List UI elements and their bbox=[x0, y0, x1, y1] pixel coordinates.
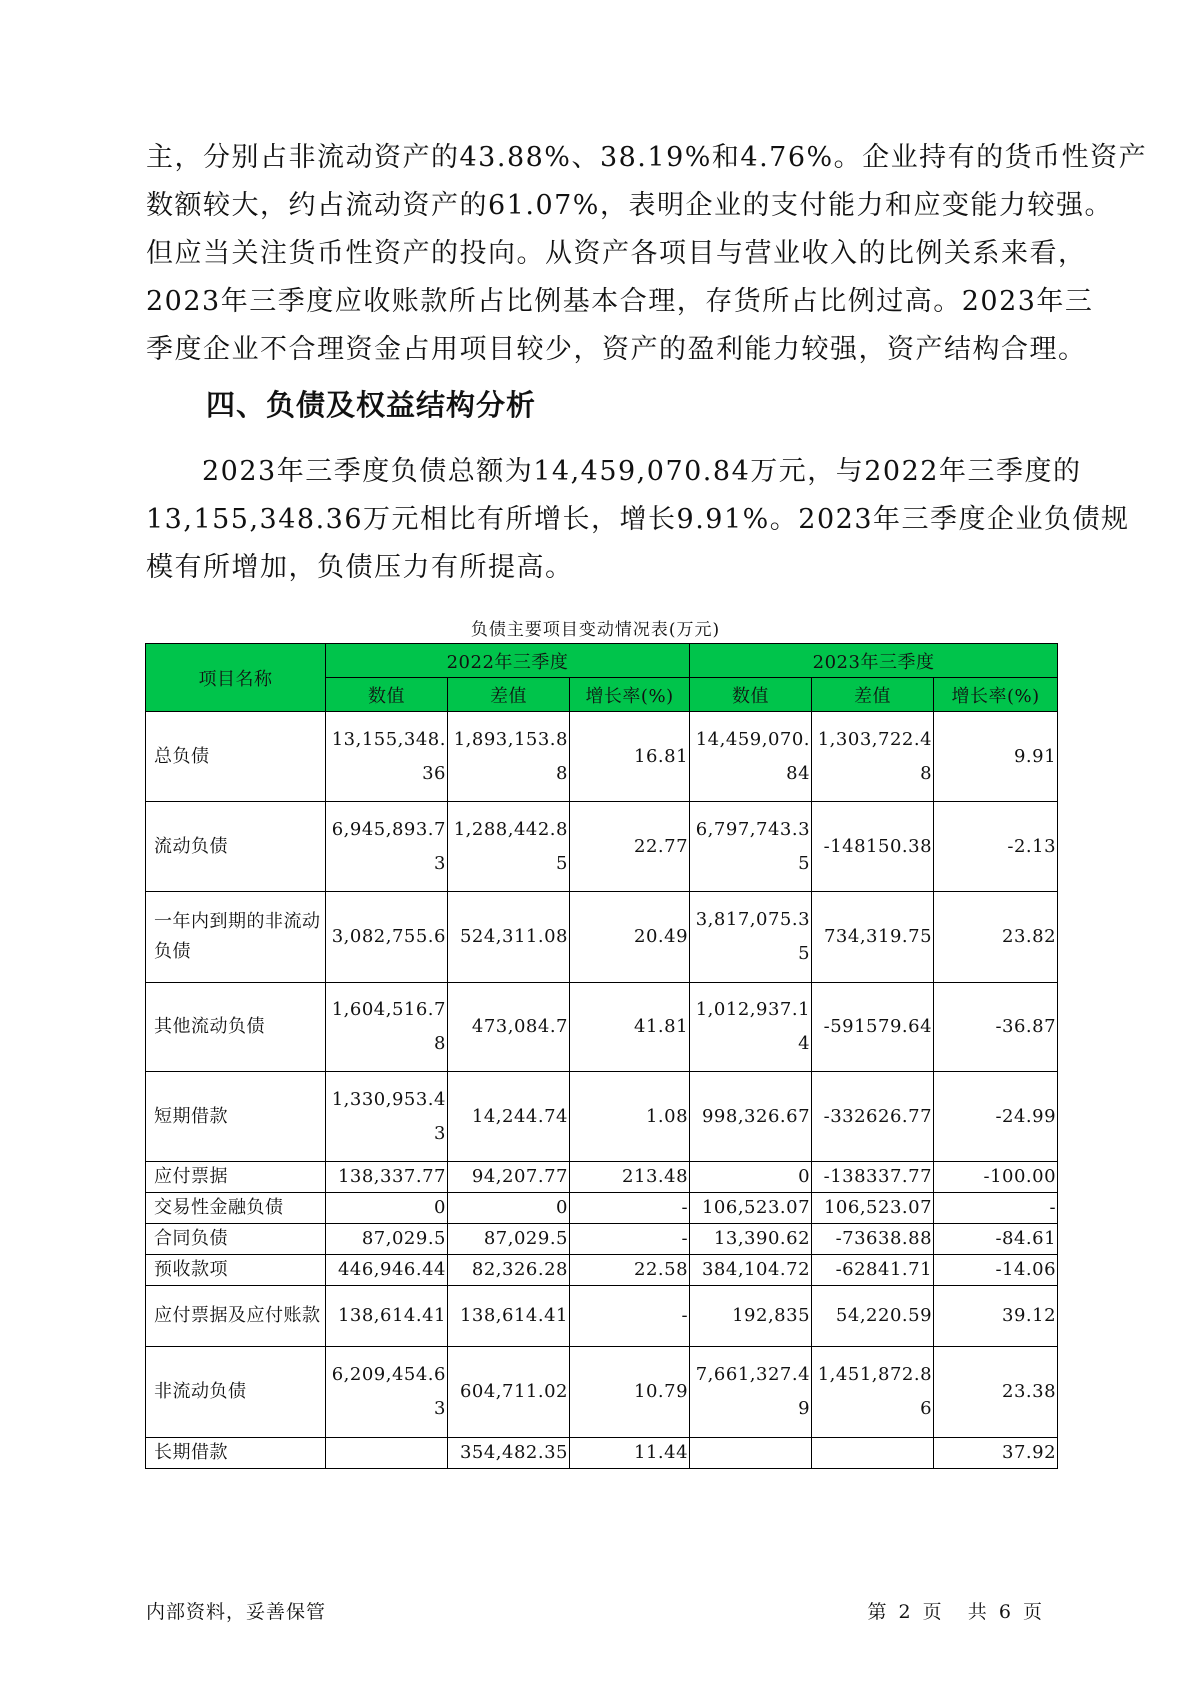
liability-table bbox=[145, 643, 1058, 1469]
page-prefix: 第 bbox=[867, 1601, 888, 1623]
table-row bbox=[146, 892, 1058, 983]
row-cell: -148150.38 bbox=[812, 802, 934, 892]
row-item-name: 合同负债 bbox=[146, 1224, 326, 1255]
row-cell: - bbox=[934, 1193, 1058, 1224]
page-current: 2 bbox=[898, 1601, 912, 1623]
header-diff: 差值 bbox=[812, 678, 934, 712]
table-row bbox=[146, 1162, 1058, 1193]
row-cell: 23.38 bbox=[934, 1347, 1058, 1438]
header-period-2023: 2023年三季度 bbox=[690, 644, 1058, 678]
row-cell: 13,390.62 bbox=[690, 1224, 812, 1255]
header-value: 数值 bbox=[690, 678, 812, 712]
section-line: 模有所增加，负债压力有所提高。 bbox=[146, 552, 574, 583]
header-growth: 增长率(%) bbox=[570, 678, 690, 712]
row-cell: 138,614.41 bbox=[326, 1286, 448, 1347]
row-cell: -100.00 bbox=[934, 1162, 1058, 1193]
row-cell: -62841.71 bbox=[812, 1255, 934, 1286]
row-cell: 23.82 bbox=[934, 892, 1058, 983]
row-cell: 7,661,327.49 bbox=[690, 1347, 812, 1438]
row-item-name: 预收款项 bbox=[146, 1255, 326, 1286]
table-row bbox=[146, 1347, 1058, 1438]
row-cell: - bbox=[570, 1286, 690, 1347]
row-cell: -36.87 bbox=[934, 983, 1058, 1072]
table-row bbox=[146, 1438, 1058, 1469]
header-value: 数值 bbox=[326, 678, 448, 712]
row-cell: 14,459,070.84 bbox=[690, 712, 812, 802]
row-cell: 354,482.35 bbox=[448, 1438, 570, 1469]
row-item-name: 流动负债 bbox=[146, 802, 326, 892]
table-row bbox=[146, 712, 1058, 802]
row-cell: 1,604,516.78 bbox=[326, 983, 448, 1072]
row-cell: - bbox=[570, 1193, 690, 1224]
row-item-name: 短期借款 bbox=[146, 1072, 326, 1162]
section-line: 2023年三季度负债总额为14,459,070.84万元，与2022年三季度的 bbox=[202, 456, 1082, 487]
row-cell: 524,311.08 bbox=[448, 892, 570, 983]
row-cell: - bbox=[570, 1224, 690, 1255]
table-row bbox=[146, 1224, 1058, 1255]
row-cell: 106,523.07 bbox=[690, 1193, 812, 1224]
row-item-name: 一年内到期的非流动负债 bbox=[146, 892, 326, 983]
row-cell: 0 bbox=[690, 1162, 812, 1193]
row-cell: 1,012,937.14 bbox=[690, 983, 812, 1072]
table-row bbox=[146, 802, 1058, 892]
section-line: 13,155,348.36万元相比有所增长，增长9.91%。2023年三季度企业负债规 bbox=[146, 504, 1130, 535]
row-cell: -14.06 bbox=[934, 1255, 1058, 1286]
row-cell: 10.79 bbox=[570, 1347, 690, 1438]
row-cell: 11.44 bbox=[570, 1438, 690, 1469]
row-item-name: 总负债 bbox=[146, 712, 326, 802]
row-cell: 94,207.77 bbox=[448, 1162, 570, 1193]
row-cell: 192,835 bbox=[690, 1286, 812, 1347]
row-cell: 6,797,743.35 bbox=[690, 802, 812, 892]
row-cell: 604,711.02 bbox=[448, 1347, 570, 1438]
row-cell: 14,244.74 bbox=[448, 1072, 570, 1162]
row-cell: 37.92 bbox=[934, 1438, 1058, 1469]
row-cell: 1,893,153.88 bbox=[448, 712, 570, 802]
section-paragraph bbox=[146, 448, 1130, 592]
row-cell: -332626.77 bbox=[812, 1072, 934, 1162]
row-cell: 82,326.28 bbox=[448, 1255, 570, 1286]
row-item-name: 交易性金融负债 bbox=[146, 1193, 326, 1224]
row-cell: 734,319.75 bbox=[812, 892, 934, 983]
row-cell: 22.77 bbox=[570, 802, 690, 892]
row-cell: 87,029.5 bbox=[326, 1224, 448, 1255]
row-cell: 0 bbox=[326, 1193, 448, 1224]
row-cell: 13,155,348.36 bbox=[326, 712, 448, 802]
row-cell: -138337.77 bbox=[812, 1162, 934, 1193]
row-cell: 0 bbox=[448, 1193, 570, 1224]
table-body bbox=[146, 712, 1058, 1469]
row-cell: 1,451,872.86 bbox=[812, 1347, 934, 1438]
header-growth: 增长率(%) bbox=[934, 678, 1058, 712]
row-cell bbox=[690, 1438, 812, 1469]
row-cell: 138,337.77 bbox=[326, 1162, 448, 1193]
footer-note: 内部资料，妥善保管 bbox=[146, 1601, 327, 1623]
header-period-2022: 2022年三季度 bbox=[326, 644, 690, 678]
row-item-name: 非流动负债 bbox=[146, 1347, 326, 1438]
row-cell: 22.58 bbox=[570, 1255, 690, 1286]
intro-paragraph bbox=[146, 134, 1148, 374]
page-number bbox=[865, 1597, 1045, 1624]
row-cell: 106,523.07 bbox=[812, 1193, 934, 1224]
intro-line: 但应当关注货币性资产的投向。从资产各项目与营业收入的比例关系来看， bbox=[146, 238, 1087, 269]
row-cell: -73638.88 bbox=[812, 1224, 934, 1255]
table-row bbox=[146, 1286, 1058, 1347]
row-cell: -591579.64 bbox=[812, 983, 934, 1072]
row-cell bbox=[326, 1438, 448, 1469]
row-cell: 41.81 bbox=[570, 983, 690, 1072]
row-cell: 446,946.44 bbox=[326, 1255, 448, 1286]
intro-line: 数额较大，约占流动资产的61.07%，表明企业的支付能力和应变能力较强。 bbox=[146, 190, 1113, 221]
row-item-name: 其他流动负债 bbox=[146, 983, 326, 1072]
table-row bbox=[146, 983, 1058, 1072]
row-cell: -84.61 bbox=[934, 1224, 1058, 1255]
row-cell: 87,029.5 bbox=[448, 1224, 570, 1255]
row-cell: 384,104.72 bbox=[690, 1255, 812, 1286]
row-item-name: 长期借款 bbox=[146, 1438, 326, 1469]
row-cell: -2.13 bbox=[934, 802, 1058, 892]
page-mid: 页 bbox=[922, 1601, 943, 1623]
table-row bbox=[146, 1072, 1058, 1162]
table-row bbox=[146, 1255, 1058, 1286]
row-cell: 473,084.7 bbox=[448, 983, 570, 1072]
table-caption: 负债主要项目变动情况表(万元) bbox=[470, 620, 721, 640]
intro-line: 主，分别占非流动资产的43.88%、38.19%和4.76%。企业持有的货币性资产 bbox=[146, 142, 1148, 173]
header-item-name: 项目名称 bbox=[146, 644, 326, 712]
row-item-name: 应付票据 bbox=[146, 1162, 326, 1193]
row-cell: 3,082,755.6 bbox=[326, 892, 448, 983]
row-cell: 1,330,953.43 bbox=[326, 1072, 448, 1162]
intro-line: 季度企业不合理资金占用项目较少，资产的盈利能力较强，资产结构合理。 bbox=[146, 334, 1087, 365]
row-cell: 6,945,893.73 bbox=[326, 802, 448, 892]
total-prefix: 共 bbox=[967, 1601, 988, 1623]
table-row bbox=[146, 1193, 1058, 1224]
row-cell: 1,288,442.85 bbox=[448, 802, 570, 892]
row-cell: 20.49 bbox=[570, 892, 690, 983]
row-cell: 998,326.67 bbox=[690, 1072, 812, 1162]
intro-line: 2023年三季度应收账款所占比例基本合理，存货所占比例过高。2023年三 bbox=[146, 286, 1094, 317]
header-diff: 差值 bbox=[448, 678, 570, 712]
row-cell: 39.12 bbox=[934, 1286, 1058, 1347]
row-cell bbox=[812, 1438, 934, 1469]
row-cell: 1.08 bbox=[570, 1072, 690, 1162]
total-suffix: 页 bbox=[1022, 1601, 1043, 1623]
row-item-name: 应付票据及应付账款 bbox=[146, 1286, 326, 1347]
row-cell: 213.48 bbox=[570, 1162, 690, 1193]
section-heading: 四、负债及权益结构分析 bbox=[206, 388, 537, 422]
row-cell: 6,209,454.63 bbox=[326, 1347, 448, 1438]
row-cell: 9.91 bbox=[934, 712, 1058, 802]
row-cell: 54,220.59 bbox=[812, 1286, 934, 1347]
row-cell: 138,614.41 bbox=[448, 1286, 570, 1347]
row-cell: 16.81 bbox=[570, 712, 690, 802]
row-cell: -24.99 bbox=[934, 1072, 1058, 1162]
page-total: 6 bbox=[998, 1601, 1012, 1623]
row-cell: 1,303,722.48 bbox=[812, 712, 934, 802]
row-cell: 3,817,075.35 bbox=[690, 892, 812, 983]
